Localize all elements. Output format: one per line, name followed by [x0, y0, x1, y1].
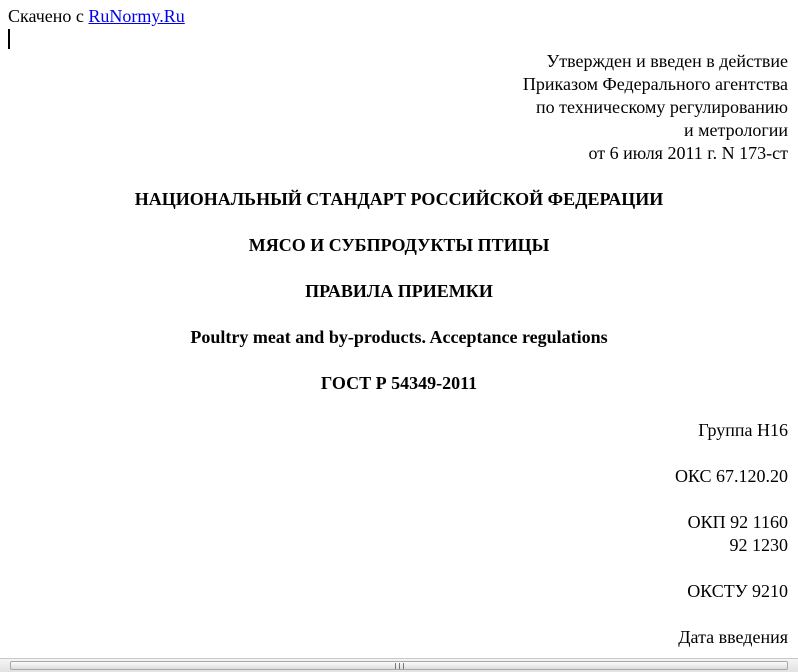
introduction-date-label: Дата введения [678, 627, 788, 647]
okp-code-block [688, 511, 788, 557]
okstu-code: ОКСТУ 9210 [687, 581, 788, 601]
text-cursor [8, 29, 10, 49]
approval-line: по техническому регулированию [535, 97, 788, 117]
oks-code: ОКС 67.120.20 [674, 466, 788, 486]
approval-line: Утвержден и введен в действие [546, 51, 788, 71]
standard-code: ГОСТ Р 54349-2011 [320, 373, 478, 393]
scrollbar-thumb[interactable] [10, 661, 788, 670]
section-heading: ПРАВИЛА ПРИЕМКИ [305, 281, 493, 301]
approval-line: Приказом Федерального агентства [522, 74, 788, 94]
english-title: Poultry meat and by-products. Acceptance regulations [190, 327, 608, 347]
runormy-link[interactable]: RuNormy.Ru [88, 6, 185, 26]
source-prefix: Скачено с [8, 6, 84, 26]
grip-icon [395, 663, 404, 669]
group-code: Группа Н16 [698, 420, 788, 440]
source-line [8, 5, 185, 28]
approval-line: и метрологии [684, 120, 788, 140]
subject-heading: МЯСО И СУБПРОДУКТЫ ПТИЦЫ [248, 235, 550, 255]
okp-code-line: 92 1230 [729, 535, 788, 555]
approval-block [523, 50, 788, 165]
horizontal-scrollbar[interactable] [0, 658, 798, 672]
approval-line: от 6 июля 2011 г. N 173-ст [588, 143, 788, 163]
okp-code-line: ОКП 92 1160 [687, 512, 788, 532]
standard-heading: НАЦИОНАЛЬНЫЙ СТАНДАРТ РОССИЙСКОЙ ФЕДЕРАЦИИ [134, 189, 664, 209]
